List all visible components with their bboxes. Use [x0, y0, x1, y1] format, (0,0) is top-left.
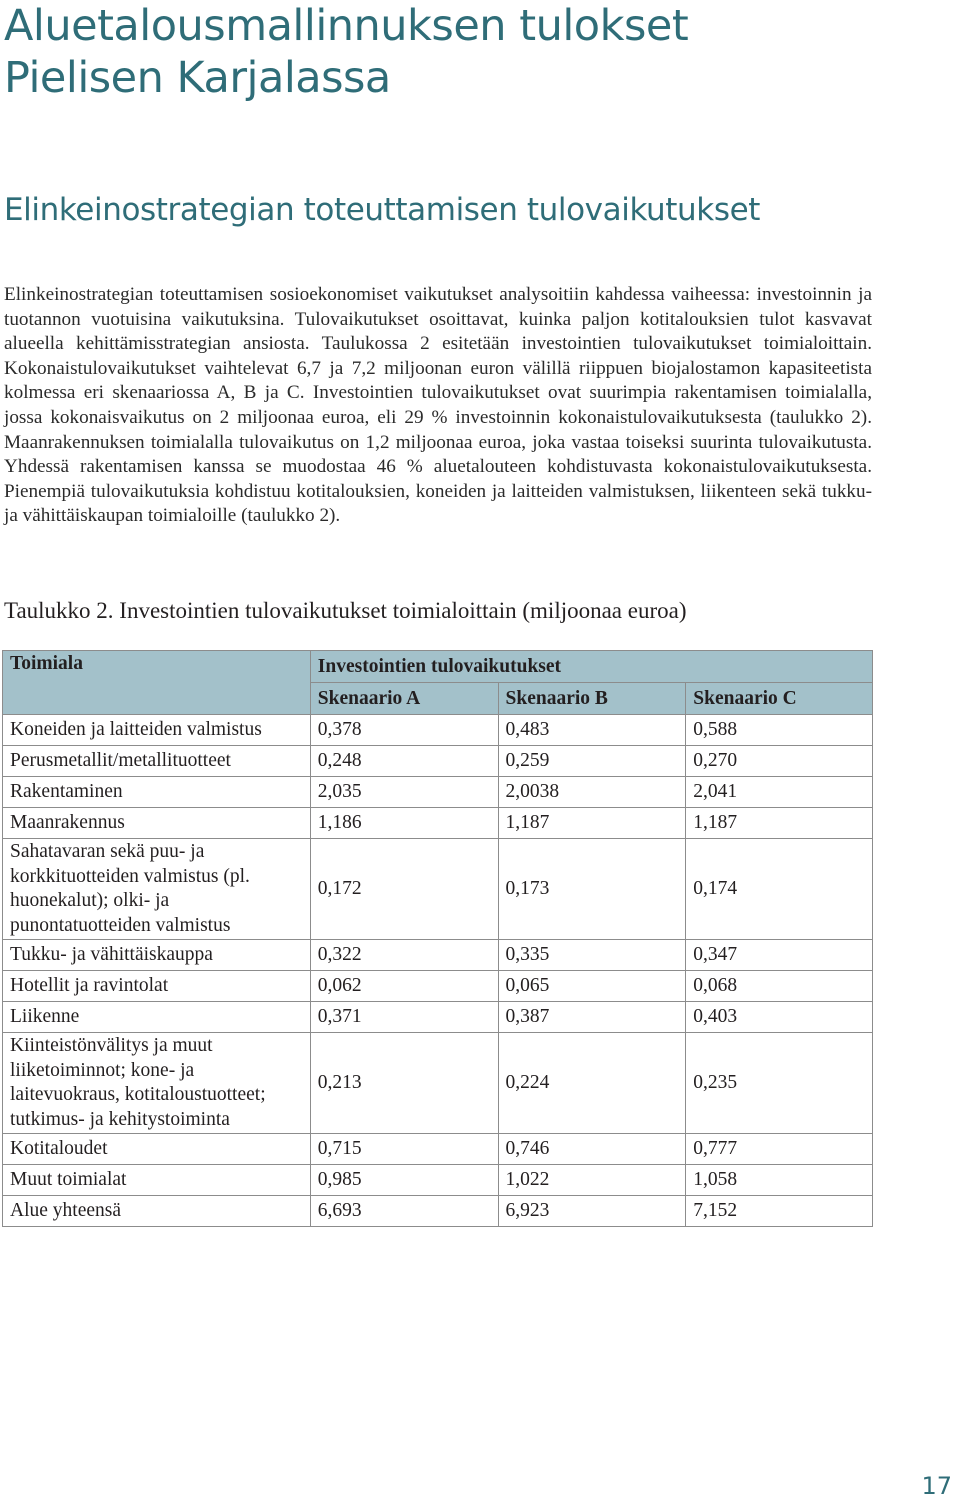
value-scenario-c: 0,068	[686, 971, 873, 1002]
value-scenario-a: 0,985	[310, 1165, 498, 1196]
value-scenario-a: 2,035	[310, 777, 498, 808]
value-scenario-a: 0,213	[310, 1033, 498, 1134]
value-scenario-a: 0,172	[310, 839, 498, 940]
value-scenario-b: 0,746	[498, 1134, 686, 1165]
value-scenario-b: 0,483	[498, 715, 686, 746]
value-scenario-b: 1,187	[498, 808, 686, 839]
value-scenario-a: 0,715	[310, 1134, 498, 1165]
value-scenario-a: 6,693	[310, 1196, 498, 1227]
row-label: Maanrakennus	[3, 808, 311, 839]
value-scenario-c: 0,588	[686, 715, 873, 746]
table-row	[3, 777, 873, 808]
value-scenario-b: 1,022	[498, 1165, 686, 1196]
value-scenario-c: 0,403	[686, 1002, 873, 1033]
table-row-total	[3, 1196, 873, 1227]
value-scenario-a: 1,186	[310, 808, 498, 839]
value-scenario-b: 6,923	[498, 1196, 686, 1227]
row-label: Perusmetallit/metallituotteet	[3, 746, 311, 777]
value-scenario-c: 7,152	[686, 1196, 873, 1227]
table-row	[3, 940, 873, 971]
body-paragraph: Elinkeinostrategian toteuttamisen sosioekonomiset vaikutukset analysoitiin kahdessa vaiheessa: investoinnin ja tuotannon vuotuisina vaikutuksina. Tulovaikutukset osoittavat, kuinka paljon kotitalouksien tulot kasvavat alueella kehittämisstrategian ansiosta. Taulukossa 2 esitetään investointien tulovaikutukset toimialoittain. Kokonaistulovaikutukset vaihtelevat 6,7 ja 7,2 miljoonan euron välillä riippuen biojalostamon kapasiteetista kolmessa eri skenaariossa A, B ja C. Investointien tulovaikutukset ovat suurimpia rakentamisen toimialalla, jossa kokonaisvaikutus on 2 miljoonaa euroa, eli 29 % investoinnin kokonaistulovaikutuksesta (taulukko 2). Maanrakennuksen toimialalla tulovaikutus on 1,2 miljoonaa euroa, joka vastaa toiseksi suurinta tulovaikutusta. Yhdessä rakentamisen kanssa se muodostaa 46 % aluetalouteen kohdistuvasta kokonaistulovaikutuksesta. Pienempiä tulovaikutuksia kohdistuu kotitalouksien, koneiden ja laitteiden valmistuksen, liikenteen sekä tukku- ja vähittäiskaupan toimialoille (taulukko 2).	[4, 284, 872, 527]
value-scenario-a: 0,062	[310, 971, 498, 1002]
row-label: Sahatavaran sekä puu- ja korkkituotteiden valmistus (pl. huonekalut); olki- ja punontatuotteiden valmistus	[3, 839, 311, 940]
table-row	[3, 971, 873, 1002]
value-scenario-b: 0,335	[498, 940, 686, 971]
value-scenario-b: 0,224	[498, 1033, 686, 1134]
value-scenario-a: 0,248	[310, 746, 498, 777]
header-toimiala: Toimiala	[3, 651, 311, 715]
header-scenario-a: Skenaario A	[310, 683, 498, 715]
value-scenario-b: 2,0038	[498, 777, 686, 808]
page-title-line-2: Pielisen Karjalassa	[4, 53, 391, 103]
header-scenario-c: Skenaario C	[686, 683, 873, 715]
row-label: Liikenne	[3, 1002, 311, 1033]
value-scenario-c: 0,174	[686, 839, 873, 940]
value-scenario-c: 0,777	[686, 1134, 873, 1165]
value-scenario-c: 2,041	[686, 777, 873, 808]
value-scenario-b: 0,387	[498, 1002, 686, 1033]
table-row	[3, 746, 873, 777]
value-scenario-c: 1,187	[686, 808, 873, 839]
header-investment-effects: Investointien tulovaikutukset	[310, 651, 872, 683]
table-row	[3, 1033, 873, 1134]
value-scenario-c: 1,058	[686, 1165, 873, 1196]
row-label: Kiinteistönvälitys ja muut liiketoiminnot; kone- ja laitevuokraus, kotitaloustuotteet; tutkimus- ja kehitystoiminta	[3, 1033, 311, 1134]
page-title	[4, 0, 688, 104]
value-scenario-c: 0,347	[686, 940, 873, 971]
value-scenario-a: 0,322	[310, 940, 498, 971]
table-caption: Taulukko 2. Investointien tulovaikutukset toimialoittain (miljoonaa euroa)	[4, 598, 687, 623]
table-row	[3, 808, 873, 839]
value-scenario-b: 0,065	[498, 971, 686, 1002]
row-label: Tukku- ja vähittäiskauppa	[3, 940, 311, 971]
table-row	[3, 839, 873, 940]
value-scenario-c: 0,270	[686, 746, 873, 777]
value-scenario-b: 0,259	[498, 746, 686, 777]
table-row	[3, 1134, 873, 1165]
page-title-line-1: Aluetalousmallinnuksen tulokset	[4, 1, 689, 51]
value-scenario-b: 0,173	[498, 839, 686, 940]
value-scenario-a: 0,371	[310, 1002, 498, 1033]
page-number: 17	[921, 1472, 952, 1500]
row-label: Muut toimialat	[3, 1165, 311, 1196]
table-header-row	[3, 651, 873, 683]
row-label: Hotellit ja ravintolat	[3, 971, 311, 1002]
table-row	[3, 1165, 873, 1196]
income-effects-table	[2, 650, 873, 1227]
table-row	[3, 715, 873, 746]
table-row	[3, 1002, 873, 1033]
row-label: Kotitaloudet	[3, 1134, 311, 1165]
row-label: Rakentaminen	[3, 777, 311, 808]
section-heading: Elinkeinostrategian toteuttamisen tulovaikutukset	[4, 192, 761, 228]
row-label: Alue yhteensä	[3, 1196, 311, 1227]
header-scenario-b: Skenaario B	[498, 683, 686, 715]
row-label: Koneiden ja laitteiden valmistus	[3, 715, 311, 746]
value-scenario-c: 0,235	[686, 1033, 873, 1134]
value-scenario-a: 0,378	[310, 715, 498, 746]
